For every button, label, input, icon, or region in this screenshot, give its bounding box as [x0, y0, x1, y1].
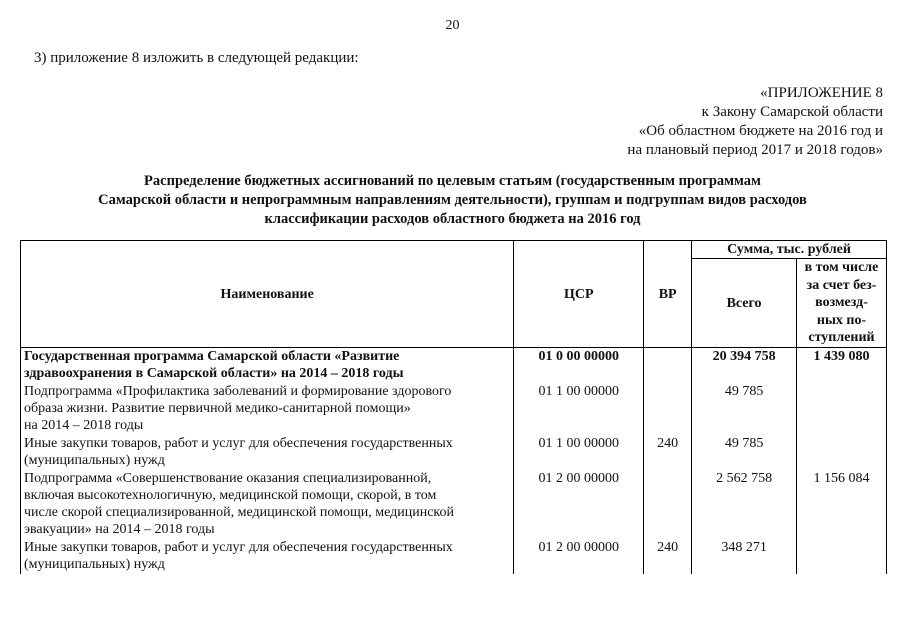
header-incl-line: ступлений — [808, 330, 875, 346]
table-body — [21, 348, 887, 575]
header-incl-line: возмезд- — [815, 295, 868, 311]
intro-text: 3) приложение 8 изложить в следующей редакции: — [34, 50, 359, 66]
appendix-header — [627, 84, 883, 160]
appendix-line: на плановый период 2017 и 2018 годов» — [627, 142, 883, 158]
row-csr: 01 2 00 00000 — [514, 539, 644, 574]
header-sum: Сумма, тыс. рублей — [692, 241, 887, 259]
row-name-line: Государственная программа Самарской области «Развитие — [24, 349, 400, 364]
row-name-line: Подпрограмма «Совершенствование оказания специализированной, — [24, 471, 432, 486]
row-incl — [797, 539, 887, 574]
row-csr: 01 1 00 00000 — [514, 435, 644, 470]
table-row — [21, 435, 887, 470]
row-name-line: включая высокотехнологичную, медицинской помощи, скорой, в том — [24, 488, 437, 503]
row-incl — [797, 383, 887, 435]
appendix-line: «Об областном бюджете на 2016 год и — [638, 123, 883, 139]
row-name-line: числе скорой специализированной, медицинской помощи, медицинской — [24, 505, 455, 520]
budget-table — [20, 240, 887, 574]
row-name-line: Подпрограмма «Профилактика заболеваний и формирование здорового — [24, 384, 452, 399]
row-name-line: Иные закупки товаров, работ и услуг для обеспечения государственных — [24, 436, 453, 451]
row-csr: 01 0 00 00000 — [514, 348, 644, 384]
row-total: 2 562 758 — [692, 470, 797, 539]
row-name-line: Иные закупки товаров, работ и услуг для обеспечения государственных — [24, 540, 453, 555]
header-incl — [797, 259, 887, 348]
row-name-line: на 2014 – 2018 годы — [24, 418, 144, 433]
header-incl-line: в том числе — [804, 260, 879, 276]
header-csr: ЦСР — [514, 241, 644, 348]
row-vr: 240 — [644, 539, 692, 574]
title-line: классификации расходов областного бюджета на 2016 год — [264, 211, 641, 227]
document-title — [0, 172, 905, 229]
row-vr — [644, 383, 692, 435]
row-total: 49 785 — [692, 435, 797, 470]
row-incl — [797, 435, 887, 470]
appendix-line: «ПРИЛОЖЕНИЕ 8 — [760, 85, 883, 101]
row-vr — [644, 470, 692, 539]
title-line: Распределение бюджетных ассигнований по целевым статьям (государственным программам — [144, 173, 761, 189]
row-name-line: (муниципальных) нужд — [24, 453, 165, 468]
table-header — [21, 241, 887, 348]
row-incl: 1 156 084 — [797, 470, 887, 539]
row-csr: 01 2 00 00000 — [514, 470, 644, 539]
table-row — [21, 348, 887, 384]
row-name — [21, 348, 514, 384]
row-csr: 01 1 00 00000 — [514, 383, 644, 435]
header-name: Наименование — [21, 241, 514, 348]
table-row — [21, 383, 887, 435]
row-vr: 240 — [644, 435, 692, 470]
row-total: 20 394 758 — [692, 348, 797, 384]
header-vr: ВР — [644, 241, 692, 348]
title-line: Самарской области и непрограммным направлениям деятельности), группам и подгруппам видов расходов — [98, 192, 807, 208]
row-total: 49 785 — [692, 383, 797, 435]
row-incl: 1 439 080 — [797, 348, 887, 384]
header-total: Всего — [692, 259, 797, 348]
header-incl-line: ных по- — [816, 312, 867, 328]
row-name-line: эвакуации» на 2014 – 2018 годы — [24, 522, 215, 537]
row-name — [21, 539, 514, 574]
page-number: 20 — [445, 18, 460, 33]
row-vr — [644, 348, 692, 384]
table-row — [21, 470, 887, 539]
appendix-line: к Закону Самарской области — [701, 104, 883, 120]
row-name-line: здравоохранения в Самарской области» на 2014 – 2018 годы — [24, 366, 404, 381]
row-name — [21, 435, 514, 470]
row-total: 348 271 — [692, 539, 797, 574]
row-name — [21, 383, 514, 435]
header-incl-line: за счет без- — [806, 277, 877, 293]
row-name — [21, 470, 514, 539]
row-name-line: (муниципальных) нужд — [24, 557, 165, 572]
table-row — [21, 539, 887, 574]
row-name-line: образа жизни. Развитие первичной медико-санитарной помощи» — [24, 401, 411, 416]
